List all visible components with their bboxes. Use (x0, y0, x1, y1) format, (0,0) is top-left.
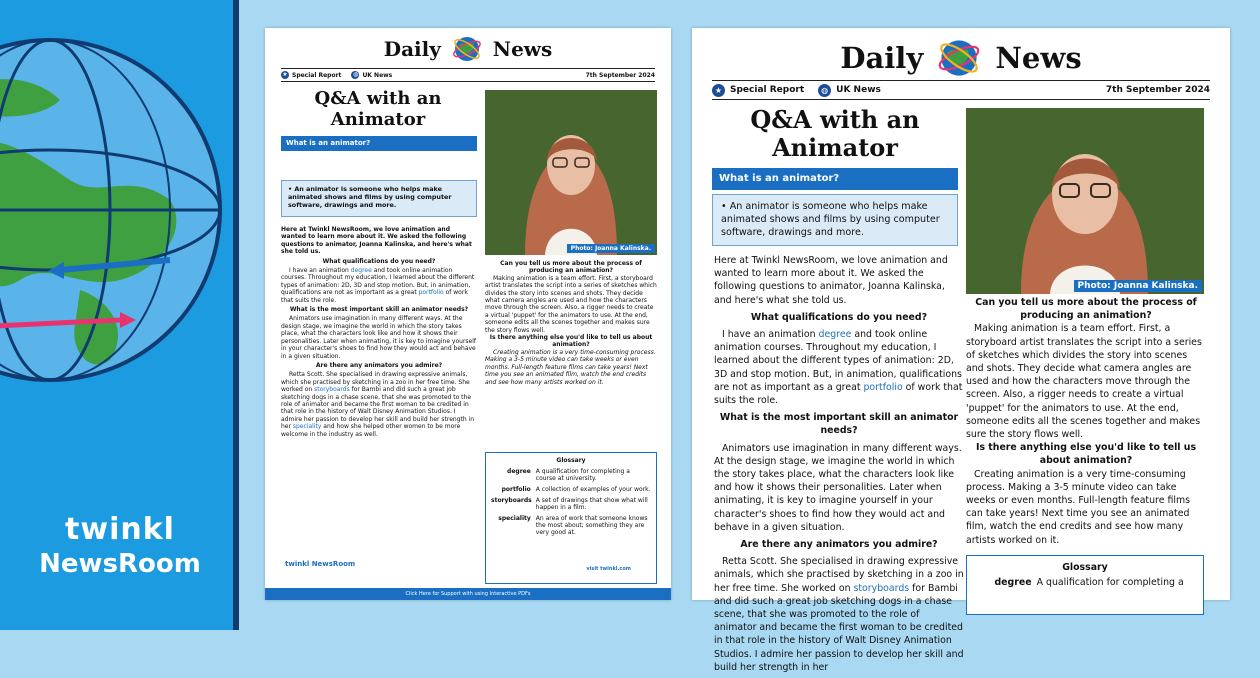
glossary-def: A qualification for completing a (1036, 577, 1184, 588)
link-speciality[interactable]: speciality (292, 423, 322, 431)
issue-date: 7th September 2024 (585, 71, 655, 79)
globe-icon: ◍ (818, 84, 831, 97)
article-title: Q&A with an Animator (750, 105, 920, 162)
article-title: Q&A with an Animator (314, 88, 442, 130)
answer-3 (714, 555, 964, 674)
brand-line2: NewsRoom (39, 549, 201, 579)
intro: Here at Twinkl NewsRoom, we love animation and wanted to learn more about it. We asked the following questions to animator, Joanna Kalinska, and here's what she told us. (281, 226, 472, 256)
tag-uk-news-label: UK News (836, 85, 881, 95)
glossary-box (485, 452, 657, 584)
glossary-box (966, 555, 1204, 615)
masthead-right: News (492, 37, 553, 61)
tag-uk-news (351, 71, 392, 79)
info-bar (281, 68, 655, 82)
tag-uk-news (818, 84, 881, 97)
question-bar: What is an animator? (712, 168, 958, 190)
brand-line1: twinkl (65, 512, 175, 547)
answer-3-text: and how she helped other women to be more welcome in the industry as well. (281, 423, 461, 438)
answer-1-text: of work that suits the role. (714, 381, 963, 407)
link-portfolio[interactable]: portfolio (863, 381, 903, 393)
answer-2: Animators use imagination in many different ways. At the design stage, we imagine the world in which the story takes place, what the characters look like and how it shows their personalities. Later when animating, it is key to imagine yourself in your character's shoes to find how they would act and behave in a given situation. (281, 315, 477, 360)
answer-3-text: Retta Scott. She specialised in drawing expressive animals, which she practised by sketching in a zoo in her free time. She worked on (714, 556, 964, 594)
glossary-row (491, 497, 651, 511)
newspaper-page-large (692, 28, 1230, 673)
answer-5: Creating animation is a very time-consuming process. Making a 3-5 minute video can take weeks or even months. Full-length feature films can take years! Next time you see an animated film, watch the end credits and see how many artists worked on it. (966, 468, 1190, 546)
question-2: What is the most important skill an animator needs? (719, 412, 959, 437)
answer-3-text: for Bambi and did such a great job sketching dogs in a chase scene, that she was promoted to the role of animator and became the first woman to be credited in that role in the history of Walt Disney Animation Studios. I admire her passion to develop her skill and build her strength in her (714, 582, 964, 673)
glossary-row (491, 515, 651, 536)
photo-caption: Photo: Joanna Kalinska. (1074, 280, 1203, 292)
newspaper-page-small (265, 28, 671, 600)
tag-special-report (281, 71, 341, 79)
glossary-term: portfolio (501, 486, 531, 493)
answer-1-text: and took online animation courses. Throughout my education, I learned about the different types of animation: 2D, 3D and stop motion. But, in animation, qualifications are not as important as a great (714, 329, 962, 393)
animator-photo (966, 108, 1204, 294)
tag-special-report-label: Special Report (730, 85, 805, 95)
question-1: What qualifications do you need? (322, 257, 436, 265)
footer-url[interactable]: visit twinkl.com (586, 566, 631, 572)
footer-support-link[interactable]: Click Here for Support with using Interactive PDFs (265, 588, 671, 600)
link-storyboards[interactable]: storyboards (853, 582, 910, 594)
link-portfolio[interactable]: portfolio (418, 289, 444, 297)
answer-5: Creating animation is a very time-consuming process. Making a 3-5 minute video can take weeks or even months. Full-length feature films can take years! Next time you see an animated film, watch the end credits and see how many artists worked on it. (485, 348, 656, 386)
answer-4: Making animation is a team effort. First, a storyboard artist translates the script into a series of sketches which divides the story into scenes and shots. They decide what camera angles are used and how the characters move through the screen. Also, a rigger needs to create a virtual 'puppet' for the animators to use. At the end, someone edits all the scenes together and makes sure the story flows well. (966, 323, 1202, 441)
link-storyboards[interactable]: storyboards (314, 386, 350, 394)
question-4: Can you tell us more about the process of producing an animation? (500, 260, 642, 275)
link-degree[interactable]: degree (350, 267, 372, 275)
answer-3-text: for Bambi and did such a great job sketching dogs in a chase scene, that she was promoted to the role of animator and became the first woman to be credited in that role in the history of Walt Disney Animation Studios. I admire her passion to develop her skill and build her strength in her (281, 386, 475, 431)
link-degree[interactable]: degree (818, 329, 852, 341)
tag-special-report (712, 84, 804, 97)
masthead-left: Daily (383, 37, 441, 61)
definition-text: An animator is someone who helps make animated shows and films by using computer software, drawings and more. (721, 201, 940, 238)
brand-panel (0, 0, 233, 630)
tag-uk-news-label: UK News (362, 71, 393, 79)
answer-1-text: of work that suits the role. (281, 289, 468, 304)
masthead (265, 34, 671, 64)
glossary-row (491, 468, 651, 482)
twinkl-newsroom-logo (30, 512, 210, 579)
question-bar: What is an animator? (281, 136, 477, 151)
glossary-row (975, 577, 1195, 588)
glossary-term: speciality (498, 515, 531, 522)
photo-caption: Photo: Joanna Kalinska. (567, 244, 655, 253)
answer-2: Animators use imagination in many different ways. At the design stage, we imagine the world in which the story takes place, what the characters look like and how it shows their personalities. Later when animating, it is key to imagine yourself in your character's shoes to find how they would act and behave in a given situation. (714, 442, 962, 533)
glossary-term: degree (994, 577, 1032, 588)
definition-text: An animator is someone who helps make animated shows and films by using computer software, drawings and more. (288, 185, 452, 209)
answer-3-text: Retta Scott. She specialised in drawing expressive animals, which she practised by sketching in a zoo in her free time. She worked on (281, 371, 470, 394)
info-bar (712, 80, 1210, 100)
glossary-def: An area of work that someone knows the most about; something they are very good at. (535, 515, 648, 536)
star-icon: ★ (282, 71, 288, 78)
answer-1-text: and took online animation courses. Throughout my education, I learned about the different types of animation: 2D, 3D and stop motion. But, in animation, qualifications are not as important as a great (281, 267, 475, 297)
glossary-def: A qualification for completing a course at university. (535, 468, 630, 482)
glossary-title: Glossary (556, 457, 586, 464)
question-1: What qualifications do you need? (750, 311, 928, 323)
answer-1 (714, 328, 964, 407)
footer-logo: twinkl NewsRoom (285, 560, 356, 568)
glossary-title: Glossary (1062, 562, 1108, 573)
column-right (485, 260, 657, 386)
glossary-term: degree (507, 468, 531, 475)
panel-divider (233, 0, 239, 630)
globe-illustration (0, 30, 230, 390)
masthead (692, 36, 1230, 80)
question-3: Are there any animators you admire? (740, 539, 938, 551)
question-2: What is the most important skill an animator needs? (289, 306, 469, 314)
question-3: Are there any animators you admire? (315, 361, 443, 369)
answer-1-text: I have an animation (722, 329, 819, 341)
question-5: Is there anything else you'd like to tell us about animation? (489, 334, 653, 349)
tag-special-report-label: Special Report (292, 71, 342, 79)
answer-1 (281, 267, 477, 304)
answer-1-text: I have an animation (289, 267, 351, 275)
question-5: Is there anything else you'd like to tell us about animation? (975, 442, 1197, 467)
star-icon: ★ (712, 84, 725, 97)
intro: Here at Twinkl NewsRoom, we love animation and wanted to learn more about it. We asked the following questions to animator, Joanna Kalinska, and here's what she told us. (714, 255, 948, 306)
definition-box: • An animator is someone who helps make animated shows and films by using computer software, drawings and more. (712, 194, 958, 246)
definition-box: • An animator is someone who helps make animated shows and films by using computer software, drawings and more. (281, 180, 477, 217)
glossary-def: A set of drawings that show what will happen in a film. (535, 497, 648, 511)
glossary-row (491, 486, 651, 493)
answer-3 (281, 371, 477, 438)
masthead-right: News (995, 41, 1082, 75)
globe-icon: ◍ (352, 71, 359, 78)
masthead-globe-icon (452, 34, 482, 64)
masthead-left: Daily (840, 41, 924, 75)
question-4: Can you tell us more about the process of producing an animation? (975, 297, 1197, 322)
glossary-term: storyboards (491, 497, 532, 504)
masthead-globe-icon (937, 36, 981, 80)
answer-4: Making animation is a team effort. First, a storyboard artist translates the script into a series of sketches which divides the story into scenes and shots. They decide what camera angles are used and how the characters move through the screen. Also, a rigger needs to create a virtual 'puppet' for the animators to use. At the end, someone edits all the scenes together and makes sure the story flows well. (485, 274, 657, 334)
animator-photo (485, 90, 657, 255)
column-left (281, 226, 477, 440)
column-right (966, 296, 1206, 547)
column-left (714, 254, 964, 678)
glossary-def: A collection of examples of your work. (535, 486, 651, 493)
issue-date: 7th September 2024 (1105, 85, 1210, 95)
